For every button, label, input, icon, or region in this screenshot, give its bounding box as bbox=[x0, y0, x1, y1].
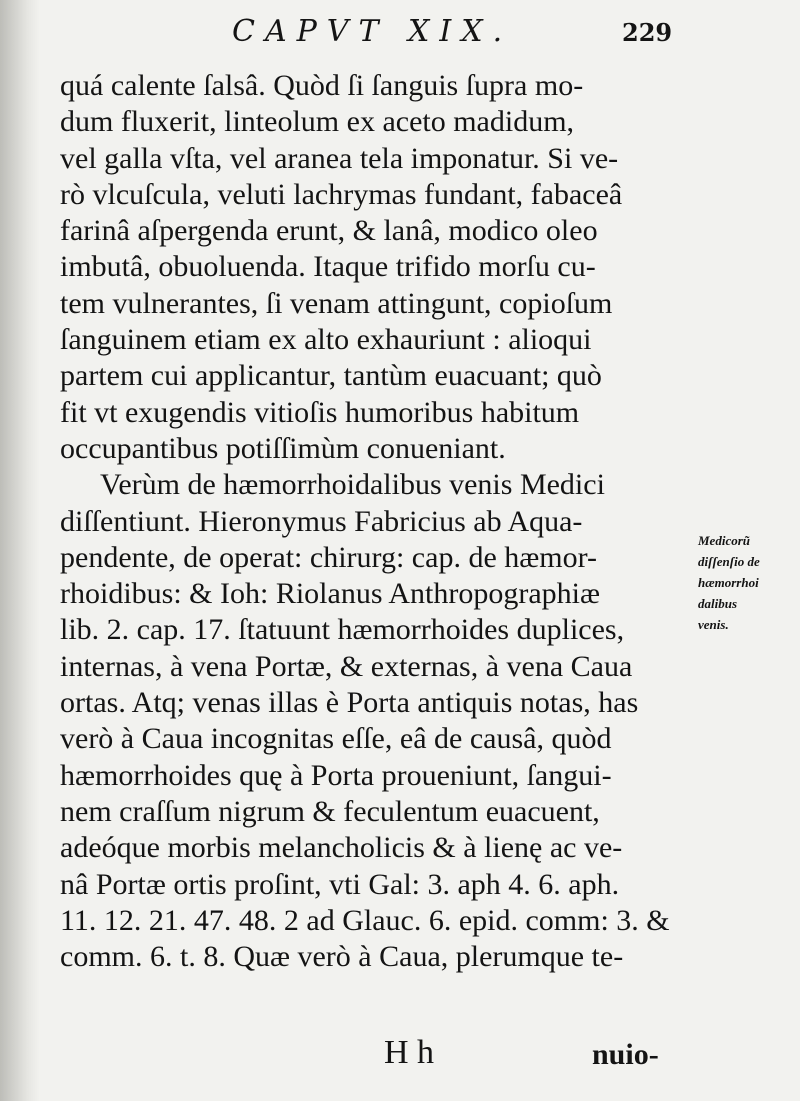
text-line: partem cui applicantur, tantùm euacuant; quò bbox=[60, 359, 602, 393]
running-head: CAPVT XIX. bbox=[232, 14, 513, 49]
page-header bbox=[0, 14, 800, 54]
text-line: quá calente ſalsâ. Quòd ſi ſanguis ſupra mo- bbox=[60, 69, 584, 102]
text-line: dum fluxerit, linteolum ex aceto madidum, bbox=[60, 105, 575, 139]
catchword: nuio- bbox=[592, 1038, 659, 1071]
text-line: lib. 2. cap. 17. ſtatuunt hæmorrhoides duplices, bbox=[60, 613, 625, 647]
signature-mark: H h bbox=[384, 1034, 435, 1071]
text-line: ſanguinem etiam ex alto exhauriunt : alioqui bbox=[60, 323, 592, 357]
text-line: internas, à vena Portæ, & externas, à vena Caua bbox=[60, 649, 633, 683]
text-line: rhoidibus: & Ioh: Riolanus Anthropographiæ bbox=[60, 577, 600, 611]
text-line: diſſentiunt. Hieronymus Fabricius ab Aqua- bbox=[60, 504, 583, 538]
text-line: nâ Portæ ortis proſint, vti Gal: 3. aph 4. 6. aph. bbox=[60, 867, 620, 901]
text-line: imbutâ, obuoluenda. Itaque trifido morſu cu- bbox=[60, 250, 596, 284]
page-edge-shadow bbox=[0, 0, 40, 1101]
text-line: hæmorrhoides quę à Porta proueniunt, ſangui- bbox=[60, 758, 612, 792]
page-footer bbox=[0, 1034, 800, 1084]
paragraph-start-line: Verùm de hæmorrhoidalibus venis Medici bbox=[100, 468, 605, 502]
page-number: 229 bbox=[622, 18, 673, 47]
marginal-note-line: diſſenſio de bbox=[698, 554, 760, 569]
text-line: farinâ aſpergenda erunt, & lanâ, modico oleo bbox=[60, 214, 598, 248]
text-line: rò vlcuſcula, veluti lachrymas fundant, fabaceâ bbox=[60, 177, 623, 211]
text-line: occupantibus potiſſimùm conueniant. bbox=[60, 431, 506, 465]
marginal-note-line: venis. bbox=[698, 617, 729, 632]
text-line: comm. 6. t. 8. Quæ verò à Caua, plerumque te- bbox=[60, 940, 624, 974]
text-line: ortas. Atq; venas illas è Porta antiquis notas, has bbox=[60, 686, 639, 720]
main-text bbox=[60, 68, 700, 975]
text-line: verò à Caua incognitas eſſe, eâ de causâ, quòd bbox=[60, 722, 612, 756]
text-line: nem craſſum nigrum & feculentum euacuent, bbox=[60, 794, 600, 828]
text-line: vel galla vſta, vel aranea tela imponatur. Si ve- bbox=[60, 141, 619, 175]
text-line: tem vulnerantes, ſi venam attingunt, copioſum bbox=[60, 286, 613, 320]
text-line: 11. 12. 21. 47. 48. 2 ad Glauc. 6. epid. comm: 3. & bbox=[60, 903, 670, 937]
text-line: pendente, de operat: chirurg: cap. de hæmor- bbox=[60, 540, 597, 574]
marginal-note-line: hæmorrhoi bbox=[698, 575, 759, 590]
text-line: fit vt exugendis vitioſis humoribus habitum bbox=[60, 395, 580, 429]
text-line: adeóque morbis melancholicis & à lienę ac ve- bbox=[60, 831, 623, 865]
marginal-note-line: dalibus bbox=[698, 596, 738, 611]
marginal-note bbox=[698, 530, 798, 635]
marginal-note-line: Medicorũ bbox=[698, 533, 750, 548]
